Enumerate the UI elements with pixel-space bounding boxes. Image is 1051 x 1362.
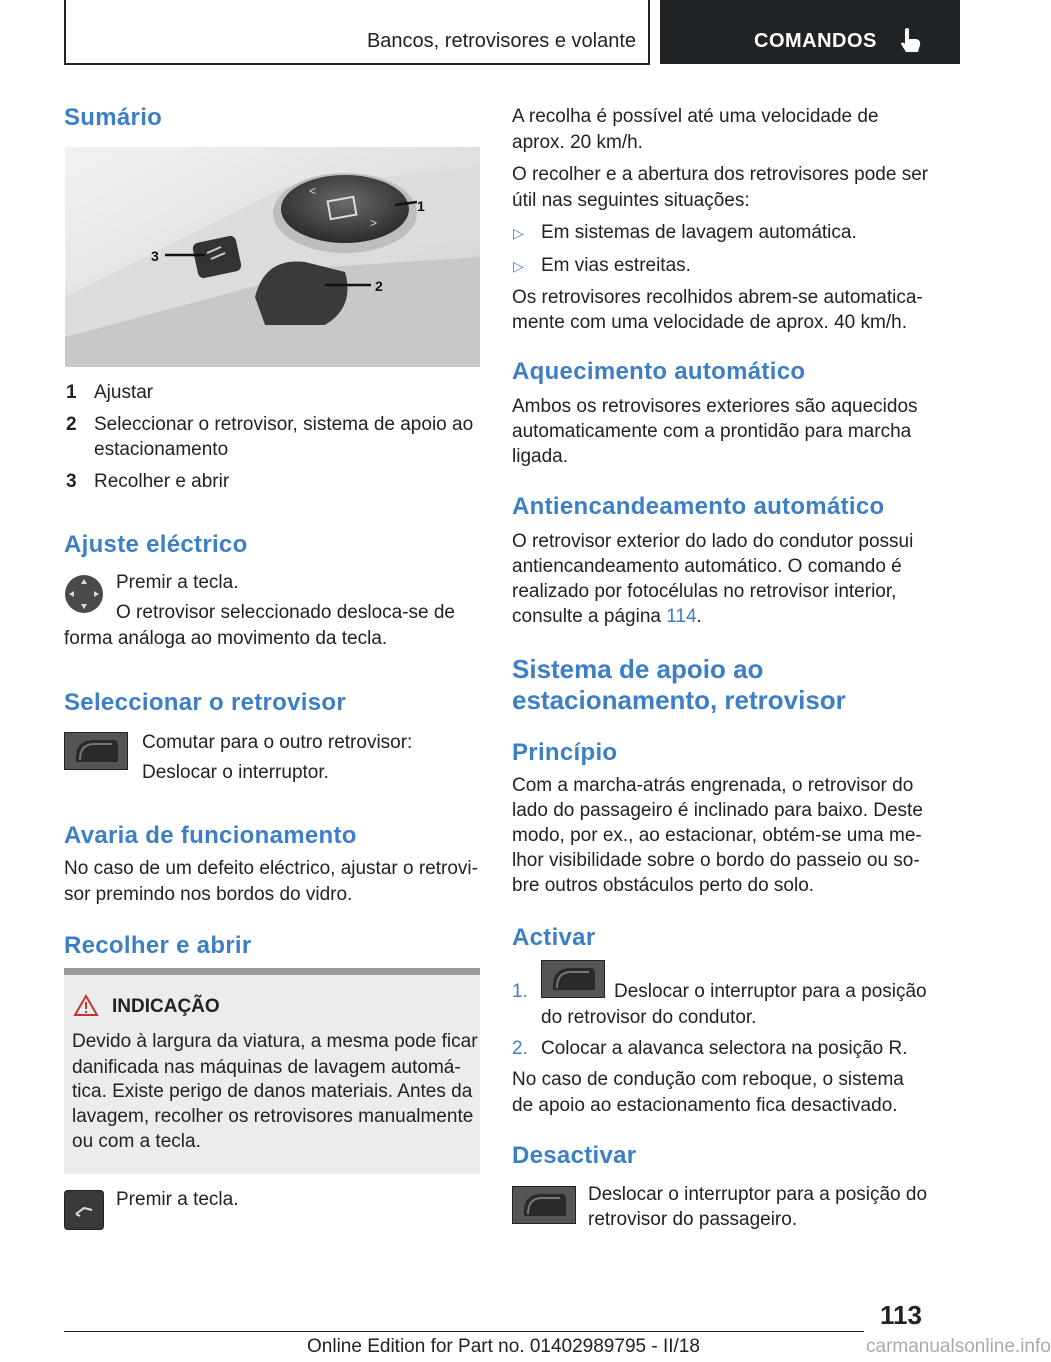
tow-a: No caso de condução com reboque, o sistema — [512, 1069, 904, 1090]
deact-b: retrovisor do passageiro. — [588, 1209, 798, 1230]
right-p1b: aprox. 20 km/h. — [512, 132, 643, 153]
notice-bar — [64, 968, 480, 975]
fold-title: Recolher e abrir — [64, 932, 252, 959]
legend-text-3: Recolher e abrir — [94, 471, 230, 492]
anti-c: realizado por fotocélulas no retrovisor interior, — [512, 581, 897, 602]
mirror-adjust-button-icon — [64, 574, 104, 614]
activate-title: Activar — [512, 924, 596, 951]
bullet-marker-1: ▷ — [513, 225, 524, 241]
footer-rule — [64, 1331, 864, 1332]
callout-1: 1 — [417, 198, 425, 214]
principle-line-1: Com a marcha-atrás engrenada, o retrovisor do — [512, 775, 914, 796]
deact-a: Deslocar o interruptor para a posição do — [588, 1184, 928, 1205]
fault-title: Avaria de funcionamento — [64, 822, 357, 849]
park-title-b: estacionamento, retrovisor — [512, 685, 846, 715]
switch-driver-icon — [541, 960, 605, 998]
header-chapter-title: COMANDOS — [754, 30, 877, 52]
adjust-p2b: forma análoga ao movimento da tecla. — [64, 628, 388, 649]
notice-line-1: Devido à largura da viatura, a mesma pode ficar — [72, 1031, 478, 1052]
step2-num: 2. — [512, 1038, 528, 1059]
door-panel-illustration — [65, 147, 480, 367]
anti-b: antiencandeamento automático. O comando é — [512, 556, 902, 577]
right-p3a: Os retrovisores recolhidos abrem-se automatica- — [512, 287, 923, 308]
deactivate-title: Desactivar — [512, 1142, 637, 1169]
bullet-marker-2: ▷ — [513, 258, 524, 274]
legend-num-1: 1 — [66, 382, 77, 403]
header-rule-mid — [648, 0, 650, 64]
step1-a: Deslocar o interruptor para a posição — [614, 981, 927, 1002]
legend-text-2: Seleccionar o retrovisor, sistema de apoio ao — [94, 414, 474, 435]
principle-line-5: bre outros obstáculos perto do solo. — [512, 875, 815, 896]
tow-b: de apoio ao estacionamento fica desactivado. — [512, 1095, 898, 1116]
svg-text:>: > — [370, 216, 378, 230]
warning-triangle-icon — [74, 994, 98, 1016]
right-p1a: A recolha é possível até uma velocidade de — [512, 106, 879, 127]
step1-num: 1. — [512, 981, 528, 1002]
header-rule-left — [64, 0, 66, 64]
adjust-title: Ajuste eléctrico — [64, 531, 248, 558]
heat-b: automaticamente com a prontidão para marcha — [512, 421, 912, 442]
adjust-p1: Premir a tecla. — [116, 572, 239, 593]
page-number: 113 — [880, 1300, 922, 1330]
fold-mirror-button-icon — [64, 1190, 104, 1230]
anti-d-line — [512, 604, 702, 630]
fault-p2: sor premindo nos bordos do vidro. — [64, 884, 353, 905]
right-p2a: O recolher e a abertura dos retrovisores pode ser — [512, 164, 929, 185]
heat-title: Aquecimento automático — [512, 358, 806, 385]
legend-text-2b: estacionamento — [94, 439, 229, 460]
notice-title: INDICAÇÃO — [112, 996, 220, 1017]
bullet-1: Em sistemas de lavagem automática. — [541, 222, 857, 243]
step1-b: do retrovisor do condutor. — [541, 1007, 757, 1028]
mirror-switch-icon — [64, 732, 128, 770]
fold-p: Premir a tecla. — [116, 1189, 239, 1210]
select-p2: Deslocar o interruptor. — [142, 762, 329, 783]
legend-num-3: 3 — [66, 471, 77, 492]
mirror-controls-photo — [65, 147, 480, 367]
legend-num-2: 2 — [66, 414, 77, 435]
step2: Colocar a alavanca selectora na posição R. — [541, 1038, 908, 1059]
right-p2b: útil nas seguintes situações: — [512, 190, 750, 211]
anti-end: . — [696, 606, 702, 627]
switch-passenger-icon — [512, 1186, 576, 1224]
right-p3b: mente com uma velocidade de aprox. 40 km/h. — [512, 312, 907, 333]
heat-c: ligada. — [512, 446, 568, 467]
principle-line-4: lhor visibilidade sobre o bordo do passeio ou so- — [512, 850, 920, 871]
watermark: carmanualsonline.info — [866, 1336, 1051, 1357]
pointing-hand-icon — [896, 26, 924, 54]
page-link[interactable]: 114 — [666, 606, 697, 627]
select-p1: Comutar para o outro retrovisor: — [142, 732, 413, 753]
principle-line-3: modo, por ex., ao estacionar, obtém-se uma me- — [512, 825, 922, 846]
principle-line-2: lado do passageiro é inclinado para baixo. Deste — [512, 800, 923, 821]
select-title: Seleccionar o retrovisor — [64, 689, 346, 716]
callout-2: 2 — [375, 278, 383, 294]
notice-line-2: danificada nas máquinas de lavagem automá- — [72, 1057, 461, 1078]
park-title-a: Sistema de apoio ao — [512, 654, 764, 684]
header-section-title: Bancos, retrovisores e volante — [366, 30, 636, 52]
notice-line-4: lavagem, recolher os retrovisores manualmente — [72, 1106, 474, 1127]
header-rule-bottom — [64, 63, 650, 65]
anti-d: consulte a página — [512, 606, 667, 627]
adjust-p2a: O retrovisor seleccionado desloca-se de — [116, 602, 456, 623]
anti-title: Antiencandeamento automático — [512, 493, 885, 520]
heat-a: Ambos os retrovisores exteriores são aquecidos — [512, 396, 918, 417]
anti-a: O retrovisor exterior do lado do condutor possui — [512, 531, 914, 552]
summary-title: Sumário — [64, 104, 163, 131]
callout-3: 3 — [151, 248, 159, 264]
principle-title: Princípio — [512, 739, 618, 766]
legend-text-1: Ajustar — [94, 382, 154, 403]
bullet-2: Em vias estreitas. — [541, 255, 691, 276]
notice-line-3: tica. Existe perigo de danos materiais. Antes da — [72, 1081, 473, 1102]
svg-text:<: < — [309, 184, 317, 198]
fault-p1: No caso de um defeito eléctrico, ajustar o retrovi- — [64, 858, 478, 879]
notice-line-5: ou com a tecla. — [72, 1131, 201, 1152]
footer-edition: Online Edition for Part no. 01402989795 - II/18 — [307, 1336, 700, 1357]
